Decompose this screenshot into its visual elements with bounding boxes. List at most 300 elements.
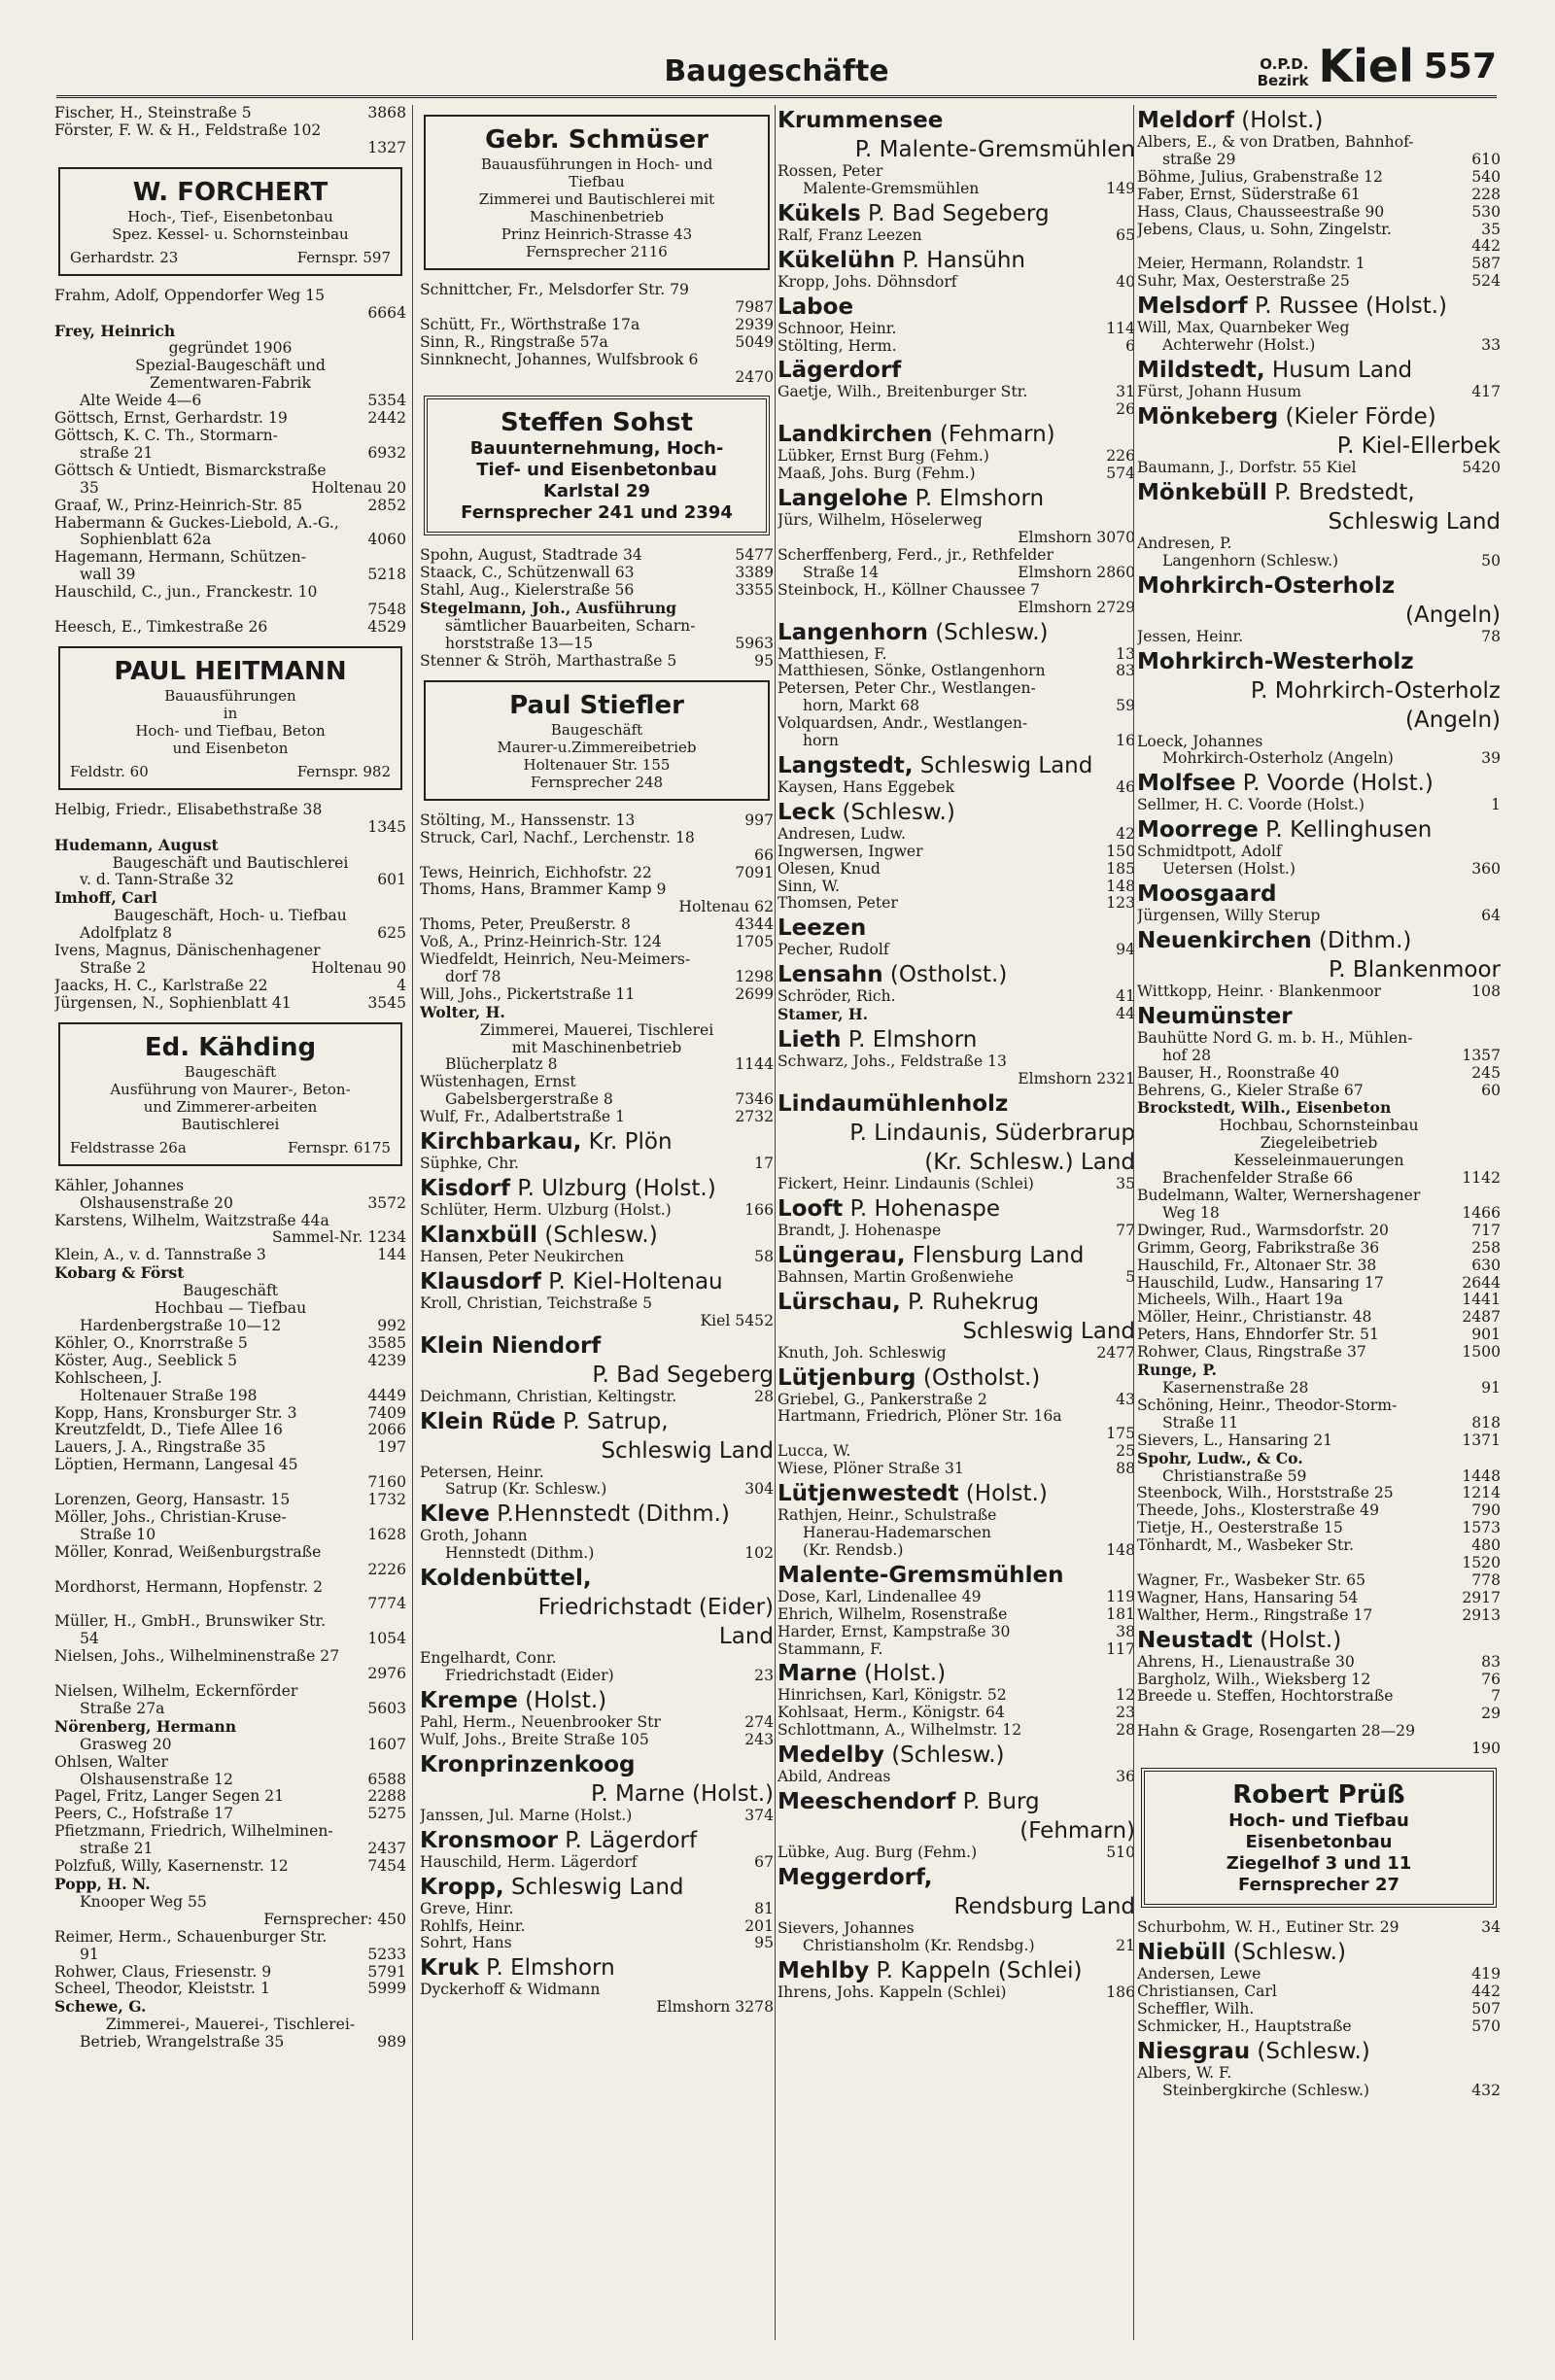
phone-number: 13 (1116, 644, 1135, 663)
listing-line (1137, 908, 1501, 925)
place-postal: (Holst.) (958, 1481, 1048, 1507)
phone-number: 274 (744, 1712, 774, 1731)
place-heading (1137, 928, 1501, 954)
listing-line (54, 393, 406, 410)
listing-line (54, 1701, 406, 1718)
phone-number: 21 (1116, 1936, 1135, 1954)
place-name: Langstedt, (778, 752, 914, 778)
listing-line (54, 889, 406, 908)
place-postal: P. Elmshorn (841, 1027, 978, 1053)
listing-name: Christianstraße 59 (1162, 1466, 1307, 1485)
ad-text: Prinz Heinrich-Strasse 43 (501, 225, 693, 243)
listing-line (54, 515, 406, 533)
listing-line (1137, 1706, 1501, 1723)
listing-line (420, 1935, 774, 1952)
listing-name: Deichmann, Christian, Keltingstr. (420, 1387, 677, 1405)
listing-line (54, 1318, 406, 1335)
listing-name: Karstens, Wilhelm, Waitzstraße 44a (54, 1211, 329, 1229)
listing-line (54, 1422, 406, 1439)
phone-number: 6 (1125, 336, 1135, 355)
place-heading (778, 620, 1135, 646)
phone-number: 23 (1116, 1704, 1135, 1722)
place-heading (778, 201, 1135, 227)
phone-number: 717 (1471, 1221, 1501, 1239)
listing-name: Schewe, G. (54, 1997, 147, 2017)
phone-number: 34 (1481, 1918, 1501, 1937)
listing-name: Stahl, Aug., Kielerstraße 56 (420, 581, 635, 600)
phone-number: 7346 (735, 1090, 774, 1109)
phone-number: 41 (1116, 987, 1135, 1006)
phone-number: 1214 (1462, 1484, 1501, 1502)
listing-line (54, 619, 406, 637)
phone-number: 5477 (735, 546, 774, 565)
place-heading (778, 1290, 1135, 1316)
listing-line (54, 1353, 406, 1370)
place-heading (1137, 1004, 1501, 1030)
listing-name: Kopp, Hans, Kronsburger Str. 3 (54, 1403, 297, 1422)
place-postal: P.Hennstedt (Dithm.) (489, 1501, 730, 1528)
listing-line (54, 1247, 406, 1264)
listing-name: Will, Johs., Pickertstraße 11 (420, 984, 636, 1003)
phone-number: Elmshorn 2321 (1018, 1070, 1135, 1087)
listing-name: Langenhorn (Schlesw.) (1162, 551, 1339, 569)
listing-line (420, 1295, 774, 1313)
place-postal: P. Voorde (Holst.) (1235, 771, 1434, 797)
listing-line (1137, 273, 1501, 291)
place-heading (1137, 358, 1501, 384)
listing-name: Kreutzfeldt, D., Tiefe Allee 16 (54, 1421, 283, 1439)
listing-line (1137, 1223, 1501, 1240)
listing-line (54, 1772, 406, 1789)
listing-line (54, 1947, 406, 1964)
listing-name: Bargholz, Wilh., Wieksberg 12 (1137, 1670, 1371, 1688)
listing-line (420, 1156, 774, 1173)
ad-text: Ziegelhof 3 und 11 (1226, 1853, 1412, 1875)
listing-line (778, 466, 1135, 483)
listing-line (54, 1718, 406, 1737)
phone-number: 2939 (735, 315, 774, 333)
listing-line (1137, 1555, 1501, 1572)
place-postal: (Ostholst.) (916, 1364, 1041, 1391)
place-postal: Schleswig Land (962, 1318, 1135, 1344)
listing-name: Hauschild, Herm. Lägerdorf (420, 1852, 638, 1871)
place-name: Lütjenwestedt (778, 1481, 959, 1507)
phone-number: 17 (754, 1155, 774, 1173)
listing-line (778, 401, 1135, 419)
listing-name: Albers, W. F. (1137, 2063, 1232, 2082)
phone-number: 2437 (367, 1840, 406, 1858)
listing-line (420, 1901, 774, 1918)
phone-number: 7160 (367, 1473, 406, 1492)
place-heading-cont (1137, 707, 1501, 734)
listing-line (778, 1345, 1135, 1362)
phone-number: 77 (1116, 1221, 1135, 1239)
phone-number: 7774 (367, 1595, 406, 1613)
place-heading (420, 1409, 774, 1435)
listing-name: Wiedfeldt, Heinrich, Neu-Meimers- (420, 950, 691, 969)
listing-line (1137, 1099, 1501, 1118)
place-postal: P. Bad Segeberg (592, 1362, 774, 1388)
place-heading (420, 1333, 774, 1360)
advertisement-box (1141, 1768, 1497, 1908)
phone-number: 6932 (367, 443, 406, 462)
place-postal: (Schlesw.) (883, 1742, 1005, 1769)
listing-line (1137, 1415, 1501, 1432)
place-postal: P. Lindaunis, Süderbrarup (849, 1120, 1135, 1146)
phone-number: 114 (1106, 319, 1135, 337)
place-name: Molfsee (1137, 771, 1236, 797)
listing-line (420, 334, 774, 352)
place-heading (1137, 108, 1501, 134)
phone-number: 149 (1106, 179, 1135, 197)
place-postal: (Angeln) (1405, 707, 1501, 733)
phone-number: 58 (754, 1247, 774, 1265)
listing-name: Harder, Ernst, Kampstraße 30 (778, 1622, 1011, 1640)
ad-text: Holtenauer Str. 155 (523, 755, 671, 774)
phone-number: 6588 (367, 1770, 406, 1788)
listing-line (54, 1596, 406, 1613)
phone-number: 4 (397, 976, 406, 994)
listing-line (54, 463, 406, 480)
phone-number: 123 (1106, 894, 1135, 913)
place-postal: P. Russee (Holst.) (1247, 293, 1448, 320)
listing-line (778, 861, 1135, 879)
page-number: 557 (1423, 47, 1497, 86)
phone-number: 33 (1481, 336, 1501, 355)
place-name: Kisdorf (420, 1176, 511, 1201)
phone-number: 35 (1481, 220, 1501, 238)
listing-line (54, 532, 406, 549)
listing-name: Satrup (Kr. Schlesw.) (445, 1480, 607, 1499)
listing-line (420, 1465, 774, 1482)
listing-line (420, 986, 774, 1004)
place-heading (778, 915, 1135, 942)
phone-number: 31 (1116, 383, 1135, 401)
listing-name: Sinn, W. (778, 877, 840, 895)
place-name: Leck (778, 799, 836, 825)
listing-name: Malente-Gremsmühlen (803, 179, 980, 197)
listing-name: mit Maschinenbetrieb (511, 1038, 682, 1056)
listing-name: Grimm, Georg, Fabrikstraße 36 (1137, 1238, 1380, 1257)
place-postal: P. Elmshorn (478, 1955, 615, 1982)
place-heading (778, 1196, 1135, 1223)
listing-name: Habermann & Guckes-Liebold, A.-G., (54, 513, 339, 532)
listing-name: Hochbau — Tiefbau (154, 1299, 307, 1318)
listing-name: Dyckerhoff & Widmann (420, 1981, 601, 1999)
phone-number: 2226 (367, 1560, 406, 1578)
listing-line (1137, 1537, 1501, 1555)
listing-name: Sievers, Johannes (778, 1918, 915, 1937)
phone-number: 1607 (367, 1735, 406, 1753)
place-name: Langelohe (778, 486, 909, 512)
place-postal: Schleswig Land (913, 752, 1093, 778)
place-name: Moosgaard (1137, 881, 1277, 908)
place-heading (778, 358, 1135, 384)
listing-line (778, 646, 1135, 664)
place-heading-cont (778, 1319, 1135, 1345)
listing-line (54, 1492, 406, 1509)
place-postal: P. Elmshorn (908, 486, 1045, 512)
listing-line (778, 1053, 1135, 1071)
listing-name: hof 28 (1162, 1046, 1212, 1064)
listing-line (54, 480, 406, 498)
listing-line (420, 1999, 774, 2017)
listing-line (54, 1666, 406, 1683)
listing-name: Mordhorst, Hermann, Hopfenstr. 2 (54, 1577, 324, 1596)
place-heading (778, 1365, 1135, 1392)
ad-firm-name: PAUL HEITMANN (114, 656, 347, 686)
phone-number: 901 (1471, 1326, 1501, 1344)
phone-number: 43 (1116, 1390, 1135, 1408)
listing-line (54, 908, 406, 925)
listing-line (420, 1074, 774, 1091)
listing-name: Brandt, J. Hohenaspe (778, 1221, 942, 1239)
advertisement-box (424, 680, 770, 801)
listing-name: Baumann, J., Dorfstr. 55 Kiel (1137, 458, 1357, 476)
phone-number: 3585 (367, 1333, 406, 1352)
place-heading-cont (1137, 603, 1501, 629)
phone-number: 2644 (1462, 1273, 1501, 1292)
place-heading (1137, 2039, 1501, 2065)
listing-name: Baugeschäft (182, 1282, 279, 1300)
phone-number: 28 (754, 1387, 774, 1405)
phone-number: Holtenau 90 (311, 959, 406, 977)
listing-line (420, 1545, 774, 1563)
phone-number: 190 (1471, 1740, 1501, 1758)
listing-line (54, 1648, 406, 1666)
column-1 (54, 105, 406, 2360)
phone-number: 67 (754, 1852, 774, 1871)
listing-line (54, 410, 406, 428)
phone-number: 2288 (367, 1787, 406, 1806)
listing-name: Thoms, Peter, Preußerstr. 8 (420, 915, 631, 934)
listing-line (54, 802, 406, 819)
phone-number: 1628 (367, 1525, 406, 1543)
listing-name: Sinnknecht, Johannes, Wulfsbrook 6 (420, 350, 699, 368)
ad-text: Baugeschäft (184, 1062, 277, 1081)
listing-name: Hennstedt (Dithm.) (445, 1544, 595, 1563)
listing-line (1137, 797, 1501, 814)
listing-line (778, 547, 1135, 565)
listing-line (1137, 1723, 1501, 1741)
listing-name: Loeck, Johannes (1137, 732, 1263, 750)
listing-name: Hagemann, Hermann, Schützen- (54, 548, 307, 567)
place-heading-cont (1137, 509, 1501, 535)
phone-number: 5233 (367, 1945, 406, 1963)
listing-line (778, 1006, 1135, 1024)
listing-line (1137, 238, 1501, 256)
listing-name: Schlottmann, A., Wilhelmstr. 12 (778, 1721, 1022, 1740)
phone-number: 587 (1471, 255, 1501, 273)
ad-firm-name: Ed. Kähding (144, 1032, 317, 1062)
listing-name: Uetersen (Holst.) (1162, 860, 1296, 879)
ad-phone: Fernspr. 6175 (288, 1138, 391, 1156)
listing-line (54, 602, 406, 619)
listing-name: Gaetje, Wilh., Breitenburger Str. (778, 383, 1028, 401)
phone-number: 119 (1106, 1587, 1135, 1605)
listing-line (420, 881, 774, 899)
listing-name: Rossen, Peter (778, 162, 883, 180)
listing-line (778, 582, 1135, 600)
listing-name: Tietje, H., Oesterstraße 15 (1137, 1519, 1343, 1537)
listing-line (54, 288, 406, 305)
listing-name: Schöning, Heinr., Theodor-Storm- (1137, 1396, 1398, 1414)
listing-line (54, 1544, 406, 1562)
listing-line (54, 549, 406, 567)
phone-number: 228 (1471, 185, 1501, 203)
listing-name: Faber, Ernst, Süderstraße 61 (1137, 185, 1361, 203)
listing-line (54, 1894, 406, 1912)
phone-number: Elmshorn 2729 (1018, 598, 1135, 616)
listing-name: Knuth, Joh. Schleswig (778, 1343, 947, 1362)
phone-number: 258 (1471, 1238, 1501, 1257)
place-heading (420, 1752, 774, 1778)
listing-line (778, 1938, 1135, 1955)
listing-line (420, 299, 774, 317)
place-postal: P. Ruhekrug (900, 1289, 1040, 1315)
phone-number: 2917 (1462, 1588, 1501, 1606)
phone-number: 5999 (367, 1980, 406, 1998)
listing-line (778, 274, 1135, 292)
phone-number: 1371 (1462, 1431, 1501, 1449)
phone-number: 1054 (367, 1630, 406, 1648)
listing-line (1137, 384, 1501, 401)
place-name: Krempe (420, 1687, 518, 1713)
listing-name: Olesen, Knud (778, 859, 881, 878)
place-name: Landkirchen (778, 422, 933, 448)
listing-line (420, 1481, 774, 1499)
phone-number: 5275 (367, 1805, 406, 1823)
ad-phone: Fernspr. 982 (296, 762, 391, 780)
phone-number: 148 (1106, 1540, 1135, 1559)
place-heading (778, 1481, 1135, 1507)
place-heading (778, 294, 1135, 321)
listing-name: Sievers, L., Hansaring 21 (1137, 1431, 1333, 1449)
listing-line (54, 340, 406, 358)
place-postal: P. Kiel-Holtenau (540, 1268, 723, 1294)
phone-number: 243 (744, 1730, 774, 1748)
listing-line (778, 384, 1135, 401)
place-heading (778, 1958, 1135, 1984)
listing-name: Fickert, Heinr. Lindaunis (Schlei) (778, 1174, 1034, 1192)
listing-line (778, 512, 1135, 530)
place-heading (778, 1661, 1135, 1687)
listing-line (54, 498, 406, 515)
listing-name: Andresen, Ludw. (778, 824, 906, 843)
listing-line (420, 1668, 774, 1685)
place-heading-cont (778, 1121, 1135, 1147)
listing-line (420, 969, 774, 986)
place-heading (420, 1828, 774, 1854)
place-heading-cont (420, 1781, 774, 1808)
ad-text: Tief- und Eisenbetonbau (476, 460, 717, 481)
listing-name: Achterwehr (Holst.) (1162, 336, 1316, 355)
listing-name: wall 39 (80, 566, 136, 584)
phone-number: 5603 (367, 1699, 406, 1717)
listing-line (420, 653, 774, 671)
phone-number: Elmshorn 3070 (1018, 528, 1135, 546)
place-name: Neustadt (1137, 1627, 1253, 1653)
listing-line (1137, 1590, 1501, 1607)
place-postal: (Fehmarn) (1019, 1818, 1135, 1845)
listing-name: Stegelmann, Joh., Ausführung (420, 599, 677, 618)
listing-line (420, 636, 774, 653)
ad-footer (70, 249, 391, 266)
listing-name: Köster, Aug., Seeblick 5 (54, 1351, 238, 1369)
phone-number: 12 (1116, 1686, 1135, 1705)
place-postal: P. Ulzburg (Holst.) (510, 1176, 716, 1201)
listing-line (1137, 1309, 1501, 1327)
listing-line (778, 338, 1135, 356)
place-name: Lägerdorf (778, 358, 902, 384)
listing-line (54, 925, 406, 943)
listing-name: Matthiesen, Sönke, Ostlangenhorn (778, 662, 1046, 680)
listing-line (778, 879, 1135, 896)
place-postal: P. Bredstedt, (1266, 479, 1415, 505)
listing-name: Pecher, Rudolf (778, 941, 889, 959)
phone-number: 419 (1471, 1965, 1501, 1983)
listing-line (420, 282, 774, 299)
listing-name: Betrieb, Wrangelstraße 35 (80, 2033, 285, 2052)
phone-number: 374 (744, 1806, 774, 1824)
listing-line (778, 844, 1135, 861)
listing-name: Rathjen, Heinr., Schulstraße (778, 1506, 997, 1525)
place-postal: P. Hohenaspe (843, 1195, 1000, 1222)
listing-line (420, 951, 774, 969)
ad-text: Maschinenbetrieb (529, 208, 664, 225)
phone-number: 46 (1116, 777, 1135, 796)
listing-line (1137, 1292, 1501, 1309)
place-postal: Friedrichstadt (Eider) (537, 1595, 774, 1621)
listing-name: Nörenberg, Hermann (54, 1716, 237, 1736)
listing-line (54, 1876, 406, 1894)
listing-line (778, 942, 1135, 959)
place-heading (420, 1875, 774, 1901)
listing-name: straße 29 (1162, 150, 1236, 168)
listing-line (54, 872, 406, 889)
place-heading (778, 753, 1135, 779)
phone-number: 1327 (367, 138, 406, 156)
listing-name: Jürs, Wilhelm, Höselerweg (778, 511, 983, 530)
listing-name: Suhr, Max, Oesterstraße 25 (1137, 272, 1350, 291)
ad-firm-name: Paul Stiefler (509, 690, 684, 720)
phone-number: 28 (1116, 1721, 1135, 1740)
listing-name: Wüstenhagen, Ernst (420, 1073, 576, 1091)
place-heading (778, 1742, 1135, 1769)
phone-number: 360 (1471, 860, 1501, 879)
ad-text: Bauausführungen in Hoch- und (480, 155, 713, 173)
phone-number: 1500 (1462, 1343, 1501, 1362)
listing-name: Fürst, Johann Husum (1137, 382, 1301, 400)
listing-line (1137, 734, 1501, 751)
listing-line (420, 618, 774, 636)
phone-number: 442 (1471, 1982, 1501, 2000)
phone-number: Holtenau 20 (311, 478, 406, 497)
phone-number: 7548 (367, 601, 406, 619)
listing-name: Kobarg & Först (54, 1263, 185, 1283)
place-heading (420, 1566, 774, 1592)
place-heading (778, 800, 1135, 826)
listing-line (54, 1562, 406, 1579)
phone-number: 88 (1116, 1460, 1135, 1478)
ad-text: Spez. Kessel- u. Schornsteinbau (112, 224, 349, 243)
listing-line (1137, 1205, 1501, 1223)
ad-text: Eisenbetonbau (1245, 1832, 1393, 1853)
phone-number: 507 (1471, 1999, 1501, 2018)
listing-line (778, 680, 1135, 698)
listing-name: Thomsen, Peter (778, 894, 898, 913)
listing-name: Abild, Andreas (778, 1768, 891, 1786)
